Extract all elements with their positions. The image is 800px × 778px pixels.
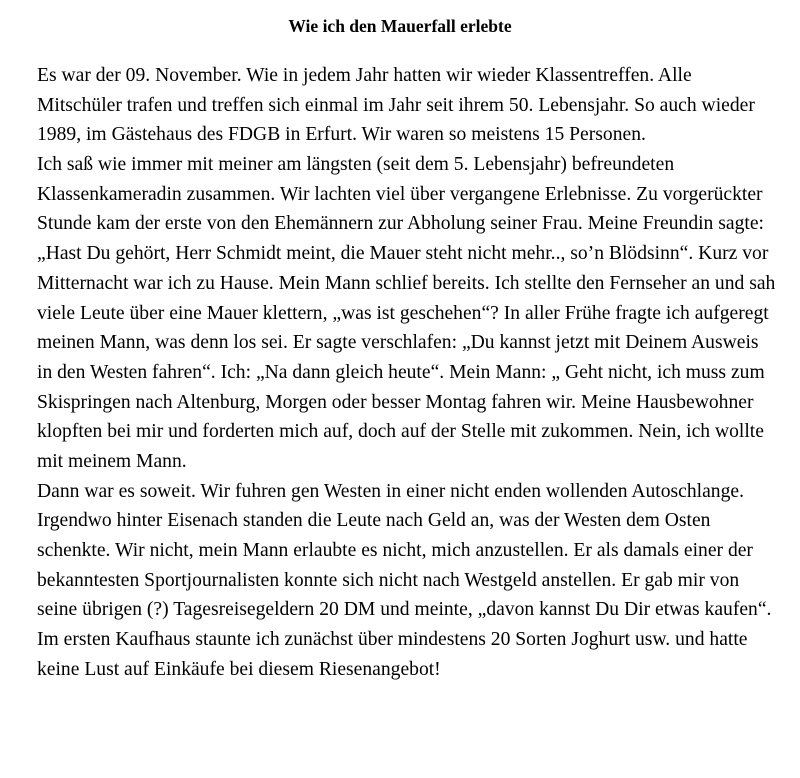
text-line: Mitschüler trafen und treffen sich einmal im Jahr seit ihrem 50. Lebensjahr. So auch wieder [37, 94, 755, 116]
text-line: Dann war es soweit. Wir fuhren gen Westen in einer nicht enden wollenden Autoschlange. [37, 480, 744, 502]
text-line: schenkte. Wir nicht, mein Mann erlaubte es nicht, mich anzustellen. Er als damals einer der [37, 540, 753, 561]
text-line: Ich saß wie immer mit meiner am längsten (seit dem 5. Lebensjahr) befreundeten [37, 154, 675, 176]
text-line: Skispringen nach Altenburg, Morgen oder besser Montag fahren wir. Meine Hausbewohner [37, 391, 754, 413]
text-line: Irgendwo hinter Eisenach standen die Leute nach Geld an, was der Westen dem Osten [37, 510, 711, 532]
text-line: keine Lust auf Einkäufe bei diesem Riesenangebot! [37, 658, 441, 680]
document-body [37, 61, 775, 684]
text-line: mit meinem Mann. [37, 450, 187, 472]
text-line: 1989, im Gästehaus des FDGB in Erfurt. Wir waren so meistens 15 Personen. [37, 124, 646, 146]
text-line: bekanntesten Sportjournalisten konnte sich nicht nach Westgeld anstellen. Er gab mir von [37, 569, 740, 591]
text-line: Stunde kam der erste von den Ehemännern zur Abholung seiner Frau. Meine Freundin sagte: [37, 213, 764, 235]
text-line: klopften bei mir und forderten mich auf, doch auf der Stelle mit zukommen. Nein, ich wollte [37, 421, 764, 443]
text-line: Es war der 09. November. Wie in jedem Jahr hatten wir wieder Klassentreffen. Alle [37, 65, 692, 86]
text-line: seine übrigen (?) Tagesreisegeldern 20 DM und meinte, „davon kannst Du Dir etwas kaufen“. [37, 599, 772, 621]
text-line: „Hast Du gehört, Herr Schmidt meint, die Mauer steht nicht mehr.., so’n Blödsinn“. Kurz vor [37, 243, 769, 265]
document-title: Wie ich den Mauerfall erlebte [288, 16, 512, 36]
text-line: Mitternacht war ich zu Hause. Mein Mann schlief bereits. Ich stellte den Fernseher an und sah [37, 272, 776, 294]
text-line: Klassenkameradin zusammen. Wir lachten viel über vergangene Erlebnisse. Zu vorgerückter [37, 183, 763, 205]
text-line: Im ersten Kaufhaus staunte ich zunächst über mindestens 20 Sorten Joghurt usw. und hatte [37, 629, 748, 651]
text-line: meinen Mann, was denn los sei. Er sagte verschlafen: „Du kannst jetzt mit Deinem Ausweis [37, 332, 759, 354]
text-line: in den Westen fahren“. Ich: „Na dann gleich heute“. Mein Mann: „ Geht nicht, ich muss zum [37, 361, 765, 383]
text-line: viele Leute über eine Mauer klettern, „was ist geschehen“? In aller Frühe fragte ich aufgeregt [37, 302, 769, 324]
